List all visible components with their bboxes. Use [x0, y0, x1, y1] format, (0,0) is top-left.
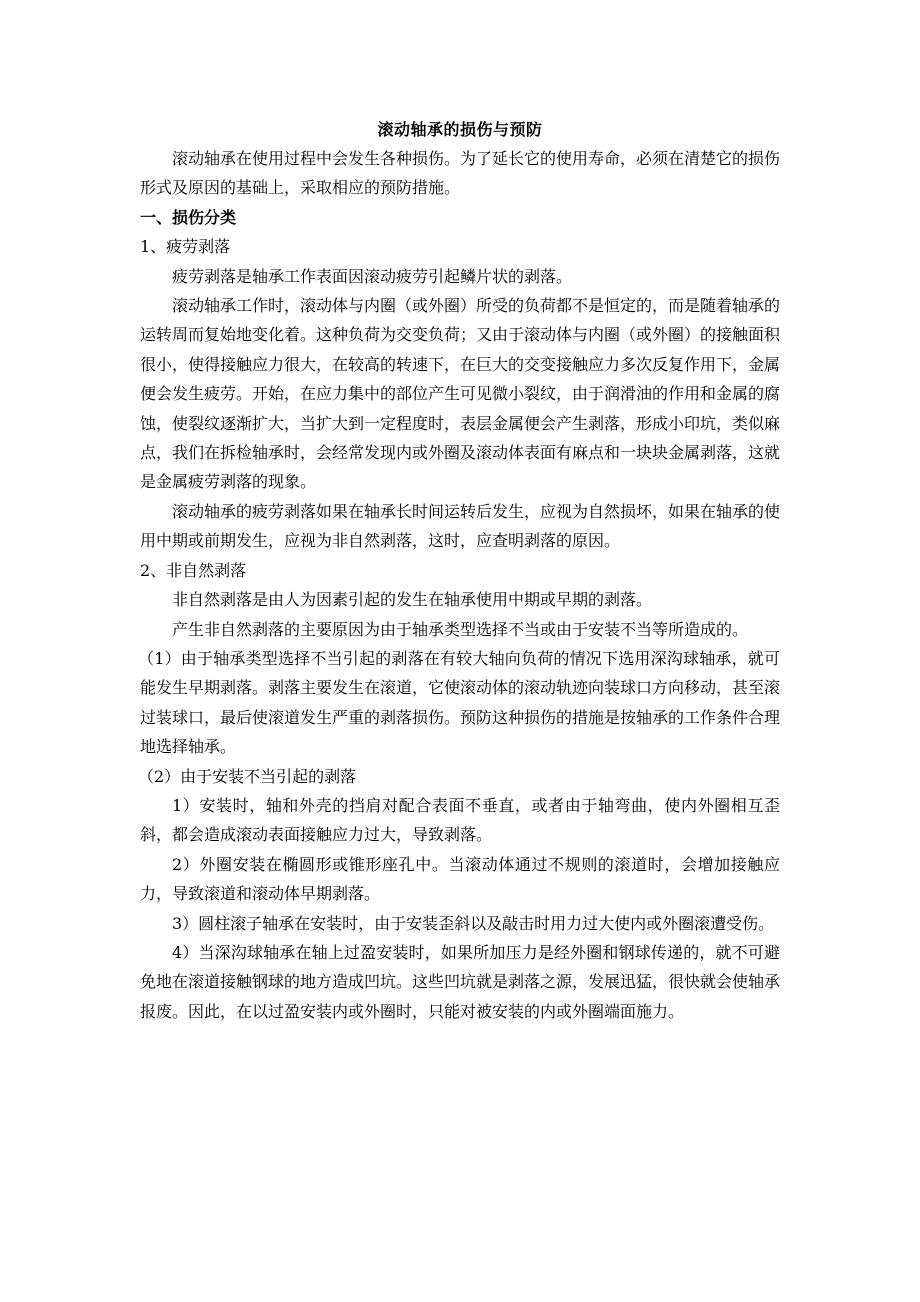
document-title: 滚动轴承的损伤与预防: [377, 120, 543, 139]
intro-paragraph: 滚动轴承在使用过程中会发生各种损伤。为了延长它的使用寿命，必须在清楚它的损伤形式及原因的基础上，采取相应的预防措施。: [140, 149, 781, 198]
fatigue-assessment-paragraph: 滚动轴承的疲劳剥落如果在轴承长时间运转后发生，应视为自然损坏，如果在轴承的使用中期或前期发生，应视为非自然剥落，这时，应查明剥落的原因。: [140, 501, 781, 551]
subsection-heading-unnatural-spalling: 2、非自然剥落: [140, 560, 247, 580]
installation-subitem-1: 1）安装时，轴和外壳的挡肩对配合表面不垂直，或者由于轴弯曲，使内外圈相互歪斜，都会造成滚动表面接触应力过大，导致剥落。: [140, 795, 780, 845]
fatigue-definition-paragraph: 疲劳剥落是轴承工作表面因滚动疲劳引起鳞片状的剥落。: [172, 266, 573, 286]
unnatural-definition-paragraph: 非自然剥落是由人为因素引起的发生在轴承使用中期或早期的剥落。: [172, 590, 653, 610]
document-body: [140, 116, 780, 1026]
installation-subitem-4: 4）当深沟球轴承在轴上过盈安装时，如果所加压力是经外圈和钢球传递的，就不可避免地在滚道接触钢球的地方造成凹坑。这些凹坑就是剥落之源，发展迅猛，很快就会使轴承报废。因此，在以过盈安装内或外圈时，只能对被安装的内或外圈端面施力。: [140, 942, 781, 1021]
installation-subitem-3: 3）圆柱滚子轴承在安装时，由于安装歪斜以及敲击时用力过大使内或外圈滚遭受伤。: [172, 913, 775, 933]
cause-item-improper-installation: （2）由于安装不当引起的剥落: [138, 766, 357, 786]
fatigue-mechanism-paragraph: 滚动轴承工作时，滚动体与内圈（或外圈）所受的负荷都不是恒定的，而是随着轴承的运转周而复始地变化着。这种负荷为交变负荷；又由于滚动体与内圈（或外圈）的接触面积很小，使得接触应力很大，在较高的转速下，在巨大的交变接触应力多次反复作用下，金属便会发生疲劳。开始，在应力集中的部位产生可见微小裂纹，由于润滑油的作用和金属的腐蚀，使裂纹逐渐扩大，当扩大到一定程度时，表层金属便会产生剥落，形成小印坑，类似麻点，我们在拆检轴承时，会经常发现内或外圈及滚动体表面有麻点和一块块金属剥落，这就是金属疲劳剥落的现象。: [140, 296, 781, 492]
installation-subitem-2: 2）外圈安装在椭圆形或锥形座孔中。当滚动体通过不规则的滚道时，会增加接触应力，导致滚道和滚动体早期剥落。: [140, 854, 780, 904]
section-heading-damage-classification: 一、损伤分类: [140, 207, 237, 227]
subsection-heading-fatigue-spalling: 1、疲劳剥落: [140, 237, 231, 257]
unnatural-causes-paragraph: 产生非自然剥落的主要原因为由于轴承类型选择不当或由于安装不当等所造成的。: [172, 619, 749, 639]
cause-item-bearing-selection: （1）由于轴承类型选择不当引起的剥落在有较大轴向负荷的情况下选用深沟球轴承，就可能发生早期剥落。剥落主要发生在滚道，它使滚动体的滚动轨迹向装球口方向移动，甚至滚过装球口，最后使滚道发生严重的剥落损伤。预防这种损伤的措施是按轴承的工作条件合理地选择轴承。: [138, 648, 781, 757]
